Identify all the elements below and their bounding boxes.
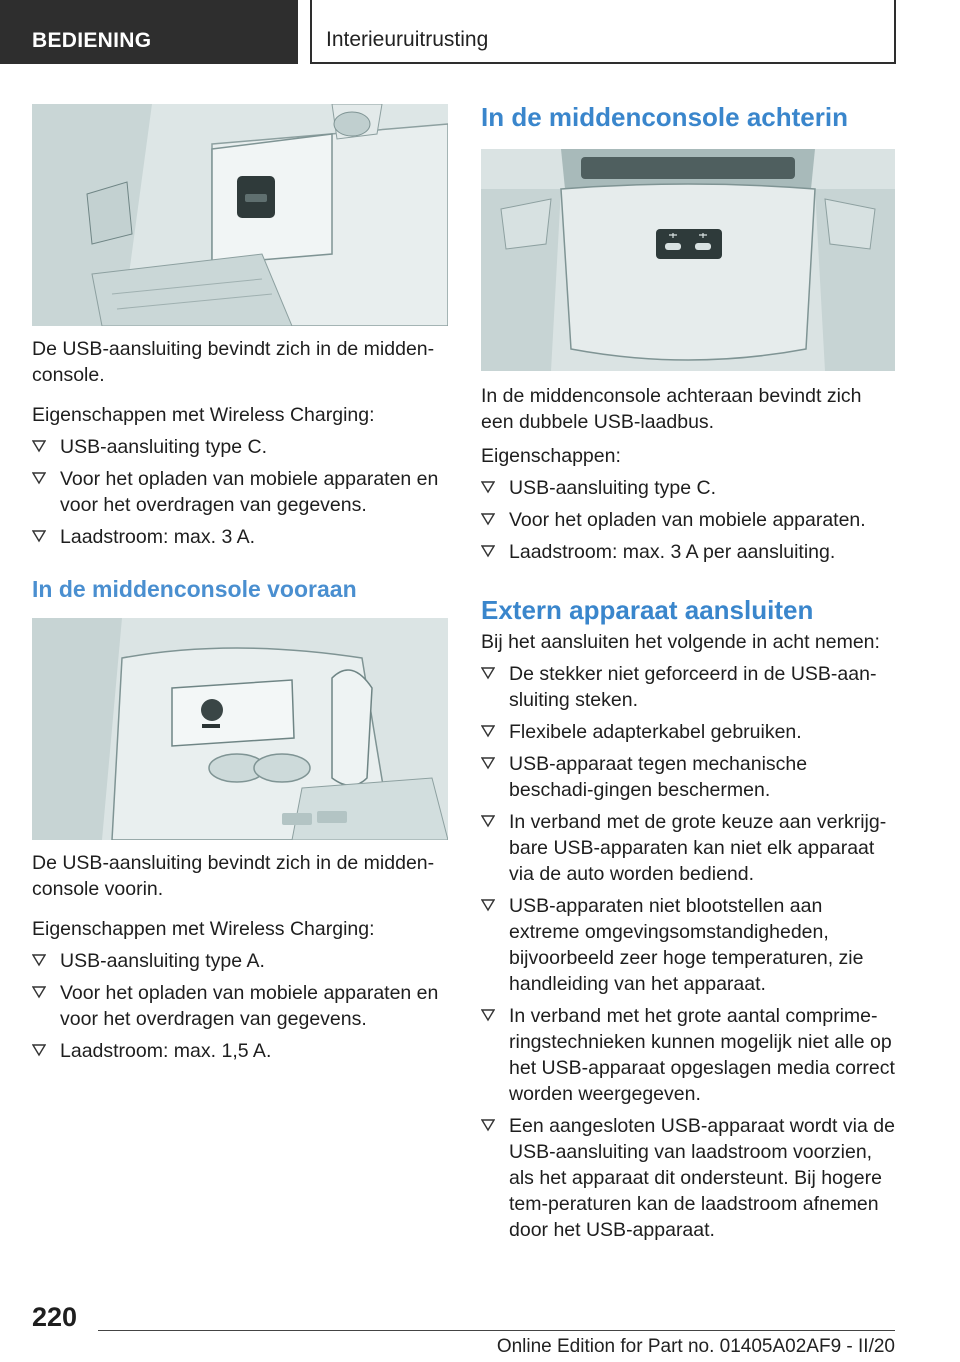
list-item-text: Flexibele adapterkabel gebruiken. — [509, 721, 802, 743]
rear-console-heading: In de middenconsole achterin — [481, 102, 848, 132]
rear-console-usb-illustration — [481, 149, 895, 371]
triangle-bullet-icon — [32, 439, 46, 453]
front-console-heading: In de middenconsole vooraan — [32, 576, 357, 602]
front-properties-list — [32, 948, 448, 1064]
triangle-bullet-icon — [481, 666, 495, 680]
header-section: BEDIENING — [0, 0, 298, 64]
triangle-bullet-icon — [32, 529, 46, 543]
list-item-text: Voor het opladen van mobiele apparaten. — [509, 509, 866, 531]
list-item-text: In verband met de grote keuze aan verkrijg-bare USB-apparaten kan niet elk apparaat via de auto worden bediend. — [509, 811, 887, 885]
header-chapter: Interieuruitrusting — [310, 0, 896, 64]
left-column — [32, 104, 448, 1070]
list-item — [481, 719, 895, 745]
rear-properties-title: Eigenschappen: — [481, 445, 621, 467]
extern-device-intro: Bij het aansluiten het volgende in acht nemen: — [481, 631, 880, 653]
triangle-bullet-icon — [481, 1118, 495, 1132]
rear-console-caption: In de middenconsole achteraan bevindt zich een dubbele USB-laadbus. — [481, 385, 862, 433]
list-item — [32, 1038, 448, 1064]
triangle-bullet-icon — [32, 953, 46, 967]
list-item — [32, 948, 448, 974]
list-item — [481, 507, 895, 533]
list-item — [481, 475, 895, 501]
list-item-text: Laadstroom: max. 3 A. — [60, 526, 256, 548]
list-item-text: USB-aansluiting type C. — [509, 477, 717, 499]
rear-properties-list — [481, 475, 895, 565]
triangle-bullet-icon — [481, 814, 495, 828]
triangle-bullet-icon — [481, 1008, 495, 1022]
list-item-text: USB-aansluiting type C. — [60, 436, 268, 458]
list-item-text: USB-aansluiting type A. — [60, 950, 265, 972]
page-number: 220 — [32, 1302, 78, 1332]
intro-caption: De USB-aansluiting bevindt zich in de midden-console. — [32, 338, 435, 386]
front-properties-title: Eigenschappen met Wireless Charging: — [32, 918, 375, 940]
list-item — [481, 1113, 895, 1243]
list-item-text: Laadstroom: max. 1,5 A. — [60, 1040, 272, 1062]
list-item-text: De stekker niet geforceerd in de USB-aan-sluiting steken. — [509, 663, 877, 711]
triangle-bullet-icon — [481, 756, 495, 770]
list-item-text: USB-apparaat tegen mechanische beschadi-gingen beschermen. — [509, 753, 808, 801]
footer-edition: Online Edition for Part no. 01405A02AF9 - II/20 — [496, 1336, 895, 1357]
triangle-bullet-icon — [481, 480, 495, 494]
list-item-text: USB-apparaten niet blootstellen aan extreme omgevingsomstandigheden, bijvoorbeeld zeer hoge temperaturen, zie handleiding van het apparaat. — [509, 895, 864, 995]
list-item — [481, 539, 895, 565]
center-console-usb-illustration — [32, 104, 448, 326]
list-item — [481, 751, 895, 803]
list-item — [481, 1003, 895, 1107]
list-item-text: Laadstroom: max. 3 A per aansluiting. — [509, 541, 836, 563]
extern-device-heading: Extern apparaat aansluiten — [481, 595, 814, 625]
triangle-bullet-icon — [32, 471, 46, 485]
extern-device-list — [481, 661, 895, 1243]
list-item-text: In verband met het grote aantal comprime-ringstechnieken kunnen mogelijk niet alle op het USB-apparaat opgeslagen media correct worden weergegeven. — [509, 1005, 895, 1105]
list-item — [481, 809, 895, 887]
list-item-text: Voor het opladen van mobiele apparaten en voor het overdragen van gegevens. — [60, 982, 439, 1030]
list-item — [32, 980, 448, 1032]
footer-divider — [98, 1330, 895, 1331]
front-console-caption: De USB-aansluiting bevindt zich in de midden-console voorin. — [32, 852, 435, 900]
triangle-bullet-icon — [32, 985, 46, 999]
list-item-text: Voor het opladen van mobiele apparaten en voor het overdragen van gegevens. — [60, 468, 439, 516]
triangle-bullet-icon — [481, 724, 495, 738]
triangle-bullet-icon — [32, 1043, 46, 1057]
list-item-text: Een aangesloten USB-apparaat wordt via de USB-aansluiting van laadstroom voorzien, als het apparaat dit ondersteunt. Bij hogere tem-peraturen kan de laadstroom afnemen door het USB-apparaat. — [509, 1115, 895, 1241]
list-item — [32, 466, 448, 518]
list-item — [481, 893, 895, 997]
right-column — [481, 100, 895, 1249]
list-item — [32, 524, 448, 550]
front-console-usb-illustration — [32, 618, 448, 840]
triangle-bullet-icon — [481, 898, 495, 912]
list-item — [481, 661, 895, 713]
intro-properties-list — [32, 434, 448, 550]
intro-properties-title: Eigenschappen met Wireless Charging: — [32, 404, 375, 426]
list-item — [32, 434, 448, 460]
triangle-bullet-icon — [481, 544, 495, 558]
triangle-bullet-icon — [481, 512, 495, 526]
